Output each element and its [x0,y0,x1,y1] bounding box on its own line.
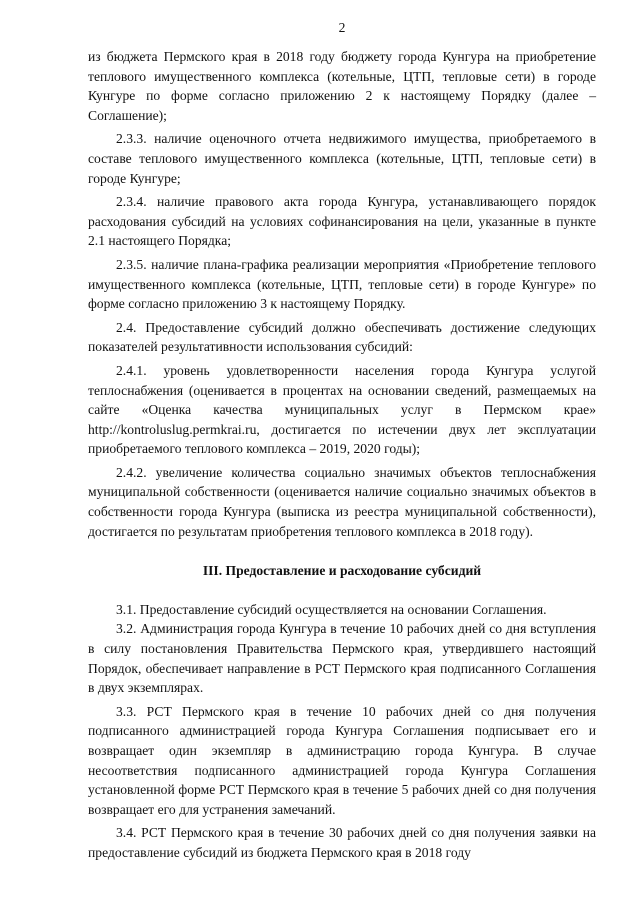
paragraph-3-4: 3.4. РСТ Пермского края в течение 30 рабочих дней со дня получения заявки на предоставление субсидий из бюджета Пермского края в 2018 году [88,825,596,860]
paragraph-3-2: 3.2. Администрация города Кунгура в течение 10 рабочих дней со дня вступления в силу постановления Правительства Пермского края, утвердившего настоящий Порядок, обеспечивает направление в РСТ Пермского края подписанного Соглашения в двух экземплярах. [88,621,596,696]
paragraph-2-4: 2.4. Предоставление субсидий должно обеспечивать достижение следующих показателей результативности использования субсидий: [88,319,596,355]
section-title: III. Предоставление и расходование субсидий [202,563,482,579]
paragraph-continuation: из бюджета Пермского края в 2018 году бюджету города Кунгура на приобретение теплового имущественного комплекса (котельные, ЦТП, тепловые сети) в городе Кунгуре по форме согласно приложению 2 к настоящему Порядку (далее – Соглашение); [88,49,596,123]
paragraph-3-1: 3.1. Предоставление субсидий осуществляется на основании Соглашения. [116,601,547,617]
paragraphs-before [88,47,596,541]
paragraph-2-4-1: 2.4.1. уровень удовлетворенности населения города Кунгура услугой теплоснабжения (оценивается в процентах на основании сведений, размещаемых на сайте «Оценка качества муниципальных услуг в Пермском крае» http://kontroluslug.permkrai.ru, достигается по истечении двух лет эксплуатации приобретаемого теплового комплекса – 2019, 2020 годы); [88,362,596,457]
paragraph-2-3-5: 2.3.5. наличие плана-графика реализации мероприятия «Приобретение теплового имущественного комплекса (котельные, ЦТП, тепловые сети) в городе Кунгуре» по форме согласно приложению 3 к настоящему Порядку. [88,256,596,312]
paragraph-2-3-3: 2.3.3. наличие оценочного отчета недвижимого имущества, приобретаемого в составе теплового имущественного комплекса (котельные, ЦТП, тепловые сети) в городе Кунгуре; [88,131,596,186]
paragraph-3-3: 3.3. РСТ Пермского края в течение 10 рабочих дней со дня получения подписанного администрацией города Кунгура Соглашения подписывает его и возвращает один экземпляр в администрацию города Кунгура. В случае несоответствия подписанного администрацией города Кунгура Соглашения установленной форме РСТ Пермского края в течение 5 рабочих дней со дня получения возвращает его для устранения замечаний. [88,703,596,817]
paragraph-2-3-4: 2.3.4. наличие правового акта города Кунгура, устанавливающего порядок расходования субсидий на условиях софинансирования на цели, указанные в пункте 2.1 настоящего Порядка; [88,194,596,249]
paragraph-2-4-2: 2.4.2. увеличение количества социально значимых объектов теплоснабжения муниципальной собственности (оценивается наличие социально значимых объектов в собственности города Кунгура (выписка из реестра муниципальной собственности), достигается по результатам приобретения теплового комплекса в 2018 году). [88,464,596,539]
page-number: 2 [338,20,346,35]
paragraphs-after [88,600,596,863]
